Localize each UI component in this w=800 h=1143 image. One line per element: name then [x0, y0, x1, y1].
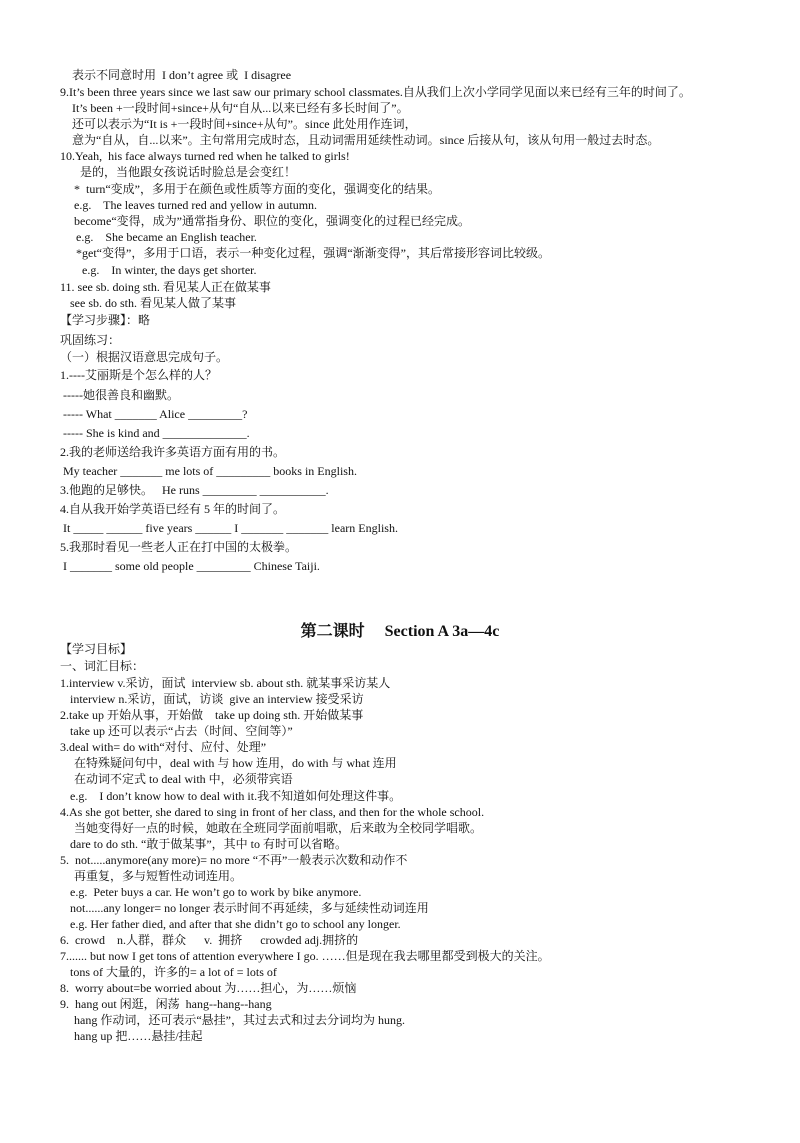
text-line: 【学习步骤】：略 — [60, 313, 151, 327]
text-line: 9.It’s been three years since we last saw our primary school classmates.自从我们上次小学同学见面以来已经有三年的时间了。 — [60, 85, 691, 99]
text-line: My teacher _______ me lots of _________ books in English. — [60, 464, 357, 478]
text-line: 在特殊疑问句中，deal with 与 how 连用，do with 与 what 连用 — [74, 756, 397, 770]
text-line: 10.Yeah, his face always turned red when he talked to girls! — [60, 149, 350, 163]
text-line: 4.As she got better, she dared to sing in front of her class, and then for the whole school. — [60, 805, 485, 819]
text-line: 还可以表示为“It is +一段时间+since+从句”。since 此处用作连词， — [72, 117, 417, 131]
text-line: It’s been +一段时间+since+从句“自从...以来已经有多长时间了”。 — [72, 101, 409, 115]
text-line: e.g. She became an English teacher. — [76, 230, 257, 244]
text-line: hang 作动词，还可表示“悬挂”，其过去式和过去分词均为 hung. — [74, 1013, 405, 1027]
text-line: -----她很善良和幽默。 — [60, 388, 179, 402]
text-line: 7....... but now I get tons of attention everywhere I go. ……但是现在我去哪里都受到极大的关注。 — [60, 949, 550, 963]
text-line: 1.----艾丽斯是个怎么样的人？ — [60, 368, 217, 382]
text-line: 【学习目标】 — [60, 642, 133, 656]
text-line: It _____ ______ five years ______ I _______ _______ learn English. — [60, 521, 398, 535]
text-line: * turn“变成”，多用于在颜色或性质等方面的变化，强调变化的结果。 — [74, 182, 440, 196]
section-title: 第二课时 Section A 3a—4c — [300, 623, 500, 640]
text-line: take up 还可以表示“占去（时间、空间等）” — [70, 724, 293, 738]
text-line: 5. not.....anymore(any more)= no more “不再”一般表示次数和动作不 — [60, 853, 408, 867]
text-line: 11. see sb. doing sth. 看见某人正在做某事 — [60, 280, 271, 294]
text-line: 3.deal with= do with“对付、应付、处理” — [60, 740, 267, 754]
text-line: 一、词汇目标： — [60, 659, 145, 673]
text-line: interview n.采访，面试，访谈 give an interview 接受采访 — [70, 692, 364, 706]
text-line: ----- She is kind and ______________. — [60, 426, 250, 440]
text-line: become“变得，成为”通常指身份、职位的变化，强调变化的过程已经完成。 — [74, 214, 470, 228]
text-line: e.g. The leaves turned red and yellow in autumn. — [74, 198, 318, 212]
text-line: 当她变得好一点的时候，她敢在全班同学面前唱歌，后来敢为全校同学唱歌。 — [74, 821, 483, 835]
text-line: 1.interview v.采访，面试 interview sb. about sth. 就某事采访某人 — [60, 676, 391, 690]
text-line: （一）根据汉语意思完成句子。 — [60, 350, 229, 364]
text-line: e.g. In winter, the days get shorter. — [82, 263, 257, 277]
text-line: not......any longer= no longer 表示时间不再延续，多与延续性动词连用 — [70, 901, 429, 915]
text-line: e.g. Her father died, and after that she didn’t go to school any longer. — [70, 917, 401, 931]
text-line: 5.我那时看见一些老人正在打中国的太极拳。 — [60, 540, 298, 554]
text-line: 意为“自从，自...以来”。主句常用完成时态，且动词需用延续性动词。since 后接从句，该从句用一般过去时态。 — [72, 133, 660, 147]
text-line: 巩固练习： — [60, 333, 121, 347]
text-line: tons of 大量的，许多的= a lot of = lots of — [70, 965, 277, 979]
text-line: dare to do sth. “敢于做某事”，其中 to 有时可以省略。 — [70, 837, 347, 851]
text-line: 在动词不定式 to deal with 中，必须带宾语 — [74, 772, 293, 786]
text-line: ----- What _______ Alice _________? — [60, 407, 248, 421]
text-line: e.g. I don’t know how to deal with it.我不知道如何处理这件事。 — [70, 789, 402, 803]
text-line: 9. hang out 闲逛，闲荡 hang--hang--hang — [60, 997, 272, 1011]
text-line: 2.我的老师送给我许多英语方面有用的书。 — [60, 445, 286, 459]
text-line: 8. worry about=be worried about 为……担心，为……烦恼 — [60, 981, 357, 995]
text-line: 4.自从我开始学英语已经有 5 年的时间了。 — [60, 502, 286, 516]
text-line: 是的，当他跟女孩说话时脸总是会变红！ — [80, 165, 297, 179]
text-line: I _______ some old people _________ Chinese Taiji. — [60, 559, 320, 573]
text-line: 2.take up 开始从事，开始做 take up doing sth. 开始做某事 — [60, 708, 364, 722]
text-line: 再重复，多与短暂性动词连用。 — [74, 869, 243, 883]
text-line: 表示不同意时用 I don’t agree 或 I disagree — [72, 68, 292, 82]
text-line: *get“变得”，多用于口语，表示一种变化过程，强调“渐渐变得”，其后常接形容词比较级。 — [76, 246, 550, 260]
text-line: 3.他跑的足够快。 He runs _________ ___________. — [60, 483, 329, 497]
text-line: see sb. do sth. 看见某人做了某事 — [70, 296, 236, 310]
text-line: e.g. Peter buys a car. He won’t go to work by bike anymore. — [70, 885, 362, 899]
text-line: hang up 把……悬挂/挂起 — [74, 1029, 203, 1043]
text-line: 6. crowd n.人群，群众 v. 拥挤 crowded adj.拥挤的 — [60, 933, 359, 947]
